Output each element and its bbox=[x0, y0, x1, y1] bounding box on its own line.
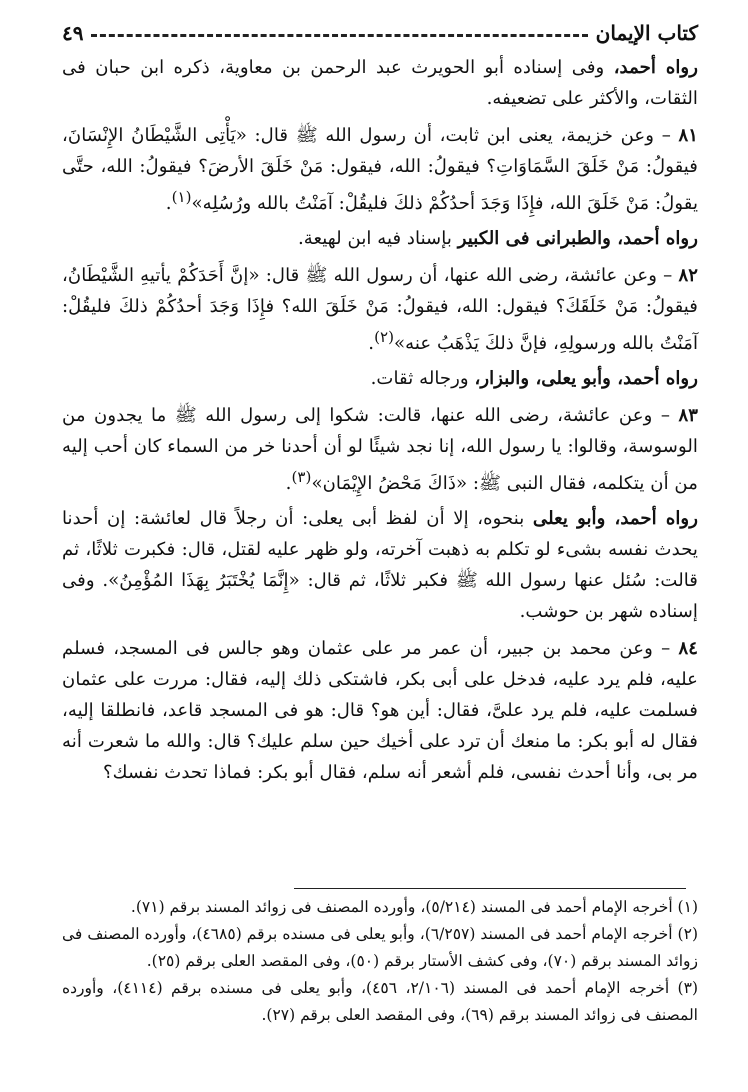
source-note-bold: رواه أحمد، والطبرانى فى الكبير bbox=[457, 228, 698, 250]
hadith-text: – وعن محمد بن جبير، أن عمر مر على عثمان وهو جالس فى المسجد، فسلم عليه، فلم يرد عليه، فدخل على أبى بكر، فاشتكى ذلك إليه، فقال: مررت على عثمان فسلمت عليه، فلم يرد علىَّ، فقال: أين هو؟ قال: هو فى المسجد قاعد، فانطلقا إليه، فقال له أبو بكر: ما منعك أن ترد على أخيك حين سلم عليك؟ قال: والله ما شعرت أنه مر بى، وأنا أحدث نفسى، فلم أشعر أنه سلم، فقال أبو بكر: فماذا تحدث نفسك؟ bbox=[62, 638, 698, 784]
hadith-number: ٨٢ bbox=[678, 265, 698, 287]
hadith-text: – وعن عائشة، رضى الله عنها، أن رسول الله ﷺ قال: «إنَّ أَحَدَكُمْ يأتيهِ الشَّيْطَانُ، فيقولُ: مَنْ خَلَقَكَ؟ فيقول: الله، فيقولُ: مَنْ خَلَقَ الله؟ فإِذَا وَجَدَ أحدُكُمْ ذلكَ فليقُلْ: آمَنْتُ بالله ورسولِهِ، فإنَّ ذلكَ يَذْهَبُ عنه» bbox=[62, 265, 698, 355]
hadith-82: ٨٢ – وعن عائشة، رضى الله عنها، أن رسول الله ﷺ قال: «إنَّ أَحَدَكُمْ يأتيهِ الشَّيْطَانُ، فيقولُ: مَنْ خَلَقَكَ؟ فيقول: الله، فيقولُ: مَنْ خَلَقَ الله؟ فإِذَا وَجَدَ أحدُكُمْ ذلكَ فليقُلْ: آمَنْتُ بالله ورسولِهِ، فإنَّ ذلكَ يَذْهَبُ عنه»$^{(٢)}$. bbox=[62, 265, 698, 355]
source-note-text: بنحوه، إلا أن لفظ أبى يعلى: أن رجلاً قال لعائشة: إن أحدنا يحدث نفسه بشىء لو تكلم به ذهبت آخرته، ولو ظهر عليه لقتل، قال: فكبرت ثلاثًا، ثم قالت: سُئل عنها رسول الله ﷺ فكبر ثلاثًا، ثم قال: «إِنَّمَا يُخْتَبَرُ بِهَذَا المُؤْمِنُ». وفى إسناده شهر بن حوشب. bbox=[62, 508, 698, 623]
footnote-divider bbox=[294, 888, 686, 889]
footnote-3: (٣) أخرجه الإمام أحمد فى المسند (٢/١٠٦، ٤٥٦)، وأبو يعلى فى مسنده برقم (٤١١٤)، وأورده المصنف فى زوائد المسند برقم (٦٩)، وفى المقصد العلى برقم (٢٧). bbox=[62, 979, 698, 1024]
source-note-bold: رواه أحمد، وأبو يعلى bbox=[532, 508, 698, 530]
hadith-84 bbox=[62, 633, 698, 788]
source-note-bold: رواه أحمد، bbox=[613, 57, 698, 78]
hadith-number: ٨٣ bbox=[678, 405, 698, 427]
header-dashed-rule bbox=[91, 34, 587, 37]
hadith-83: ٨٣ – وعن عائشة، رضى الله عنها، قالت: شكوا إلى رسول الله ﷺ ما يجدون من الوسوسة، وقالوا: يا رسول الله، إنا نجد شيئًا لو أن أحدنا خر من السماء كان أحب إليه من أن يتكلمه، فقال النبى ﷺ: «ذَاكَ مَحْضُ الإِيْمَان»$^{(٣)}$. bbox=[62, 405, 698, 495]
source-note-text: وفى إسناده أبو الحويرث عبد الرحمن بن معاوية، ذكره ابن حبان فى الثقات، والأكثر على تضعيفه. bbox=[62, 57, 698, 109]
source-note-text: بإسناد فيه ابن لهيعة. bbox=[297, 228, 458, 250]
footnote-2: (٢) أخرجه الإمام أحمد فى المسند (٦/٢٥٧)، وأبو يعلى فى مسنده برقم (٤٦٨٥)، وأورده المصنف فى زوائد المسند برقم (٧٠)، وفى كشف الأستار برقم (٥٠)، وفى المقصد العلى برقم (٢٥). bbox=[62, 925, 698, 970]
page-number: ٤٩ bbox=[62, 21, 84, 45]
hadith-81: ٨١ – وعن خزيمة، يعنى ابن ثابت، أن رسول الله ﷺ قال: «يَأْتِى الشَّيْطَانُ الإِنْسَانَ، فيقولُ: مَنْ خَلَقَ السَّمَاوَاتِ؟ فيقولُ: الله، فيقول: مَنْ خَلَقَ الأرضَ؟ فيقولُ: الله، حتَّى يقولُ: مَنْ خَلَقَ الله، فإِذَا وَجَدَ أحدُكُمْ ذلكَ فليقُلْ: آمَنْتُ بالله ورُسُلِه»$^{(١)}$. bbox=[62, 125, 698, 215]
source-note bbox=[62, 223, 698, 254]
hadith-number: ٨٤ bbox=[678, 638, 698, 660]
hadith-number: ٨١ bbox=[678, 125, 698, 146]
hadith-text: – وعن عائشة، رضى الله عنها، قالت: شكوا إلى رسول الله ﷺ ما يجدون من الوسوسة، وقالوا: يا رسول الله، إنا نجد شيئًا لو أن أحدنا خر من السماء كان أحب إليه من أن يتكلمه، فقال النبى ﷺ: «ذَاكَ مَحْضُ الإِيْمَان» bbox=[62, 405, 698, 495]
footnotes bbox=[62, 894, 698, 1029]
footnote-1: (١) أخرجه الإمام أحمد فى المسند (٥/٢١٤)، وأورده المصنف فى زوائد المسند برقم (٧١). bbox=[130, 898, 698, 916]
running-header bbox=[62, 16, 698, 50]
source-note-text: ورجاله ثقات. bbox=[370, 368, 475, 390]
source-note bbox=[62, 503, 698, 627]
hadith-text: – وعن خزيمة، يعنى ابن ثابت، أن رسول الله ﷺ قال: «يَأْتِى الشَّيْطَانُ الإِنْسَانَ، فيقولُ: مَنْ خَلَقَ السَّمَاوَاتِ؟ فيقولُ: الله، فيقول: مَنْ خَلَقَ الأرضَ؟ فيقولُ: الله، حتَّى يقولُ: مَنْ خَلَقَ الله، فإِذَا وَجَدَ أحدُكُمْ ذلكَ فليقُلْ: آمَنْتُ بالله ورُسُلِه» bbox=[62, 125, 698, 215]
main-text bbox=[62, 52, 698, 792]
book-title: كتاب الإيمان bbox=[595, 21, 698, 45]
footnote-ref: (٣) bbox=[291, 468, 312, 487]
source-note-bold: رواه أحمد، وأبو يعلى، والبزار، bbox=[474, 368, 698, 390]
footnote-ref: (٢) bbox=[374, 328, 395, 347]
source-note bbox=[62, 52, 698, 114]
footnote-ref: (١) bbox=[171, 188, 192, 206]
source-note bbox=[62, 363, 698, 394]
